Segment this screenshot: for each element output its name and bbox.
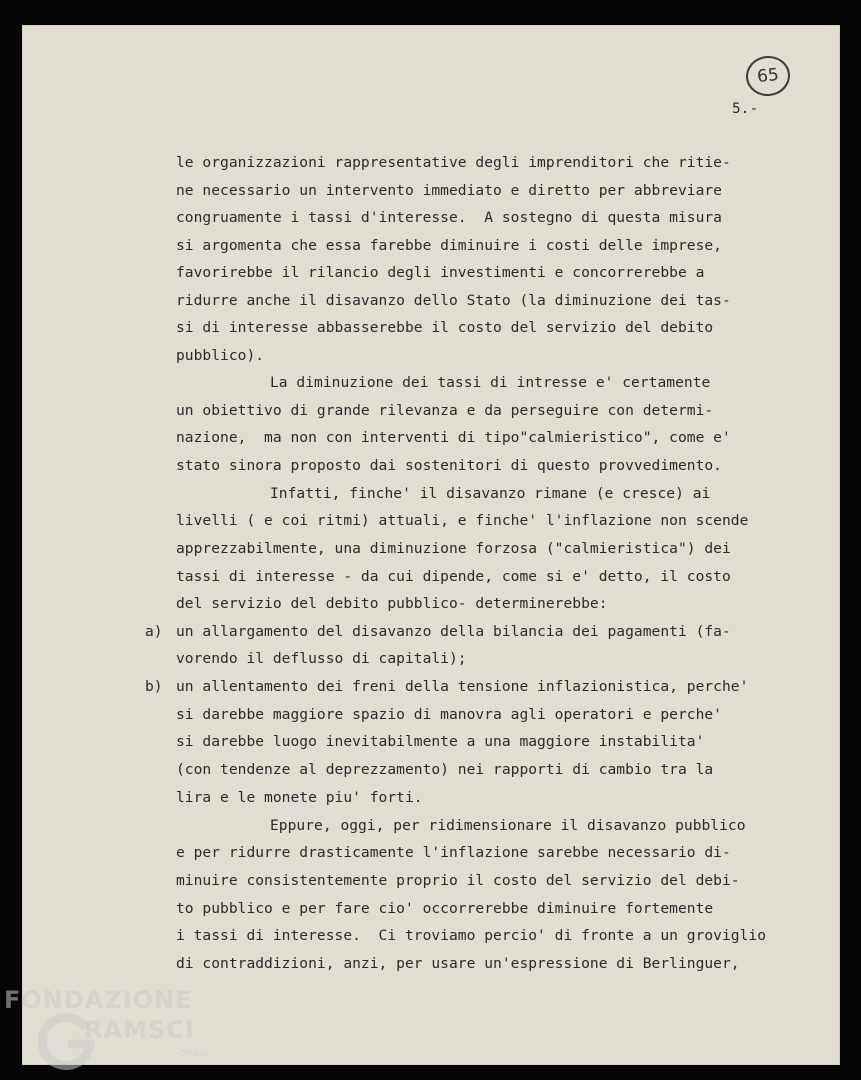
text-line: si darebbe luogo inevitabilmente a una maggiore instabilita' [176,733,705,750]
text-line: livelli ( e coi ritmi) attuali, e finche' l'inflazione non scende [176,512,749,529]
text-line: ne necessario un intervento immediato e diretto per abbreviare [176,182,722,199]
text-line: tassi di interesse - da cui dipende, come si e' detto, il costo [176,568,731,585]
watermark-line2: RAMSCI [84,1016,195,1044]
text-line: nazione, ma non con interventi di tipo"calmieristico", come e' [176,429,731,446]
text-line: si darebbe maggiore spazio di manovra agli operatori e perche' [176,706,722,723]
text-line: ridurre anche il disavanzo dello Stato (la diminuzione dei tas- [176,292,731,309]
watermark-line1: FONDAZIONE [4,986,193,1014]
text-line: un obiettivo di grande rilevanza e da perseguire con determi- [176,402,714,419]
text-line: pubblico). [176,347,265,364]
text-line: minuire consistentemente proprio il costo del servizio del debi- [176,872,740,889]
list-label-a: a) [145,623,163,640]
list-label-b: b) [145,678,163,695]
text-line: i tassi di interesse. Ci troviamo percio' di fronte a un groviglio [176,927,767,944]
watermark-sub: onlus [179,1046,209,1059]
text-line: un allargamento del disavanzo della bilancia dei pagamenti (fa- [176,623,731,640]
text-line: vorendo il deflusso di capitali); [176,650,467,667]
text-line: e per ridurre drasticamente l'inflazione sarebbe necessario di- [176,844,731,861]
text-line: del servizio del debito pubblico- determinerebbe: [176,595,608,612]
text-line: Infatti, finche' il disavanzo rimane (e cresce) ai [270,485,711,502]
page-number: 5.- [732,101,759,117]
text-line: congruamente i tassi d'interesse. A sostegno di questa misura [176,209,722,226]
document-body [0,150,861,990]
text-line: lira e le monete piu' forti. [176,789,423,806]
text-line: di contraddizioni, anzi, per usare un'espressione di Berlinguer, [176,955,740,972]
text-line: (con tendenze al deprezzamento) nei rapporti di cambio tra la [176,761,714,778]
archive-page-stamp: 65 [744,54,792,98]
text-line: stato sinora proposto dai sostenitori di questo provvedimento. [176,457,722,474]
text-line: si argomenta che essa farebbe diminuire i costi delle imprese, [176,237,722,254]
fondazione-gramsci-watermark [4,982,264,1078]
text-line: un allentamento dei freni della tensione inflazionistica, perche' [176,678,749,695]
text-line: si di interesse abbasserebbe il costo del servizio del debito [176,319,714,336]
text-line: Eppure, oggi, per ridimensionare il disavanzo pubblico [270,817,746,834]
text-line: to pubblico e per fare cio' occorrerebbe diminuire fortemente [176,900,714,917]
text-line: La diminuzione dei tassi di intresse e' certamente [270,374,711,391]
text-line: le organizzazioni rappresentative degli imprenditori che ritie- [176,154,731,171]
text-line: favorirebbe il rilancio degli investimenti e concorrerebbe a [176,264,705,281]
text-line: apprezzabilmente, una diminuzione forzosa ("calmieristica") dei [176,540,731,557]
